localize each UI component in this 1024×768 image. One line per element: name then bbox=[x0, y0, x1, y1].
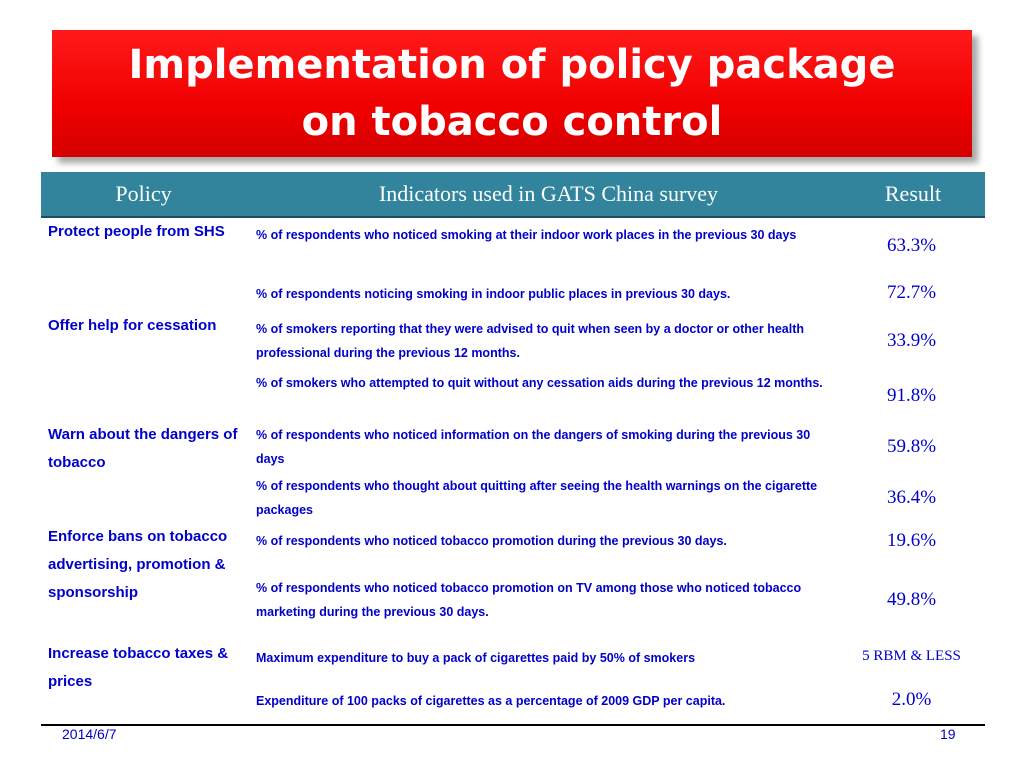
slide-title: Implementation of policy package on tobacco control bbox=[128, 41, 896, 145]
indicator-cell: Maximum expenditure to buy a pack of cigarettes paid by 50% of smokers bbox=[256, 651, 696, 665]
policy-cell: Enforce bans on tobacco advertising, promotion & sponsorship bbox=[48, 528, 228, 601]
indicator-cell: % of respondents who noticed information on the dangers of smoking during the previous 30 days bbox=[256, 428, 811, 466]
indicator-cell: % of respondents who noticed tobacco promotion during the previous 30 days. bbox=[256, 534, 727, 548]
header-policy: Policy bbox=[115, 181, 172, 206]
policy-cell: Protect people from SHS bbox=[48, 223, 225, 240]
result-cell: 5 RBM & LESS bbox=[862, 648, 961, 664]
result-cell: 72.7% bbox=[886, 282, 937, 303]
footer-date: 2014/6/7 bbox=[62, 726, 117, 742]
policy-cell: Offer help for cessation bbox=[48, 317, 217, 334]
indicator-cell: % of respondents who noticed smoking at their indoor work places in the previous 30 days bbox=[256, 228, 797, 242]
table-header bbox=[41, 172, 985, 218]
indicator-cell: Expenditure of 100 packs of cigarettes as a percentage of 2009 GDP per capita. bbox=[256, 694, 726, 708]
result-cell: 19.6% bbox=[886, 530, 937, 551]
header-result: Result bbox=[884, 181, 942, 206]
indicator-cell: % of respondents who noticed tobacco promotion on TV among those who noticed tobacco marketing during the previous 30 days. bbox=[256, 581, 802, 619]
result-cell: 59.8% bbox=[886, 436, 937, 457]
result-cell: 2.0% bbox=[891, 689, 932, 710]
indicator-cell: % of smokers who attempted to quit without any cessation aids during the previous 12 months. bbox=[256, 376, 823, 390]
indicator-cell: % of smokers reporting that they were advised to quit when seen by a doctor or other health professional during the previous 12 months. bbox=[256, 322, 805, 360]
table-bottom-rule bbox=[41, 724, 985, 726]
page-number: 19 bbox=[940, 726, 956, 742]
indicator-cell: % of respondents noticing smoking in indoor public places in previous 30 days. bbox=[256, 287, 731, 301]
result-cell: 63.3% bbox=[886, 235, 937, 256]
result-cell: 33.9% bbox=[886, 330, 937, 351]
policy-cell: Warn about the dangers of tobacco bbox=[48, 426, 238, 471]
result-cell: 91.8% bbox=[886, 385, 937, 406]
result-cell: 36.4% bbox=[886, 487, 937, 508]
title-band bbox=[52, 30, 972, 157]
result-cell: 49.8% bbox=[886, 589, 937, 610]
policy-cell: Increase tobacco taxes & prices bbox=[48, 645, 229, 690]
indicator-cell: % of respondents who thought about quitting after seeing the health warnings on the cigarette packages bbox=[256, 479, 818, 517]
header-indicators: Indicators used in GATS China survey bbox=[378, 181, 719, 206]
